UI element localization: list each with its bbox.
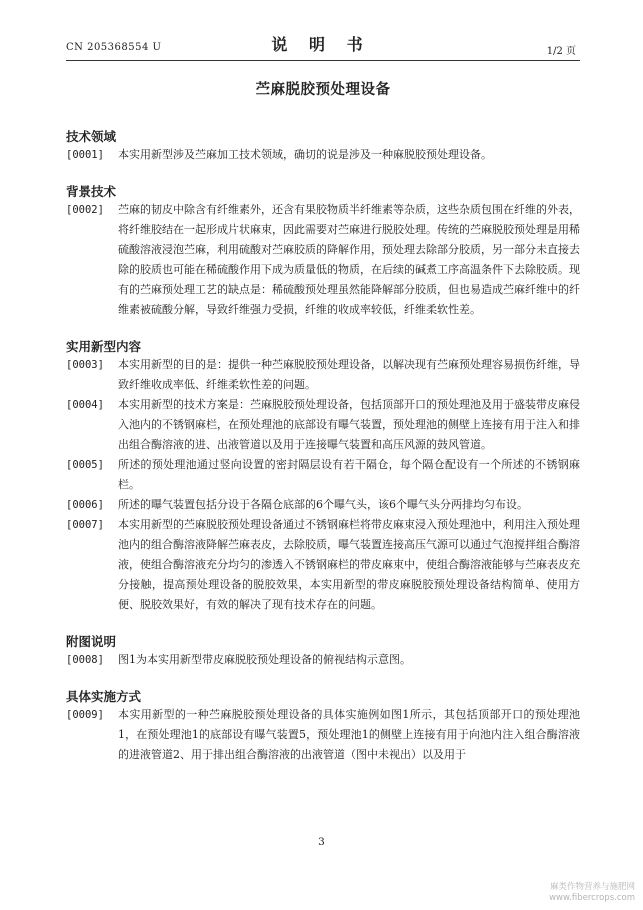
paragraph-text: 本实用新型的技术方案是：苎麻脱胶预处理设备，包括顶部开口的预处理池及用于盛装带皮麻侵入池内的不锈钢麻栏，在预处理池的底部设有曝气装置，预处理池的侧壁上连接有用于注入和排出组合酶溶液的进、出液管道以及用于连接曝气装置和高压风源的鼓风管道。: [118, 398, 580, 451]
paragraph-0008: [66, 650, 580, 670]
paragraph-text: 本实用新型的苎麻脱胶预处理设备通过不锈钢麻栏将带皮麻束浸入预处理池中，利用注入预处理池内的组合酶溶液降解苎麻表皮，去除胶质，曝气装置连接高压气源可以通过气泡搅拌组合酶溶液，使组合酶溶液充分均匀的渗透入不锈钢麻栏的带皮麻束中，使组合酶溶液能够与苎麻表皮充分接触，提高预处理设备的脱胶效果，本实用新型的带皮麻脱胶预处理设备结构简单、使用方便、脱胶效果好，有效的解决了现有技术存在的问题。: [118, 518, 580, 611]
paragraph-text: 苎麻的韧皮中除含有纤维素外，还含有果胶物质半纤维素等杂质，这些杂质包围在纤维的外表，将纤维胶结在一起形成片状麻束，因此需要对苎麻进行脱胶处理。传统的苎麻脱胶预处理是用稀硫酸溶液浸泡苎麻，利用硫酸对苎麻胶质的降解作用，预处理去除部分胶质，另一部分未直接去除的胶质也可能在稀硫酸作用下成为质量低的物质，在后续的碱煮工序高温条件下去除胶质。现有的苎麻预处理工艺的缺点是：稀硫酸预处理虽然能降解部分胶质，但也易造成苎麻纤维中的纤维素被硫酸分解，导致纤维强力受损，纤维的收成率较低，纤维柔软性差。: [118, 203, 580, 316]
section-heading-background: 背景技术: [66, 184, 117, 199]
paragraph-0007: [66, 515, 580, 615]
document-title: 苎麻脱胶预处理设备: [255, 81, 391, 98]
page-number: 3: [318, 836, 325, 848]
paragraph-text: 所述的曝气装置包括分设于各隔仓底部的6个曝气头，该6个曝气头分两排均匀布设。: [118, 498, 528, 511]
paragraph-0003: [66, 355, 580, 395]
watermark: [549, 882, 635, 904]
paragraph-0004: [66, 395, 580, 455]
paragraph-number: [0009]: [66, 709, 104, 721]
paragraph-number: [0008]: [66, 654, 104, 666]
section-heading-content: 实用新型内容: [66, 339, 142, 354]
paragraph-number: [0002]: [66, 204, 104, 216]
paragraph-number: [0006]: [66, 499, 104, 511]
paragraph-text: 本实用新型的目的是：提供一种苎麻脱胶预处理设备，以解决现有苎麻预处理容易损伤纤维，导致纤维收成率低、纤维柔软性差的问题。: [118, 358, 580, 391]
paragraph-text: 本实用新型的一种苎麻脱胶预处理设备的具体实施例如图1所示，其包括顶部开口的预处理池1，在预处理池1的底部设有曝气装置5，预处理池1的侧壁上连接有用于向池内注入组合酶溶液的进液管道2、用于排出组合酶溶液的出液管道（图中未视出）以及用于: [118, 708, 580, 761]
paragraph-number: [0001]: [66, 149, 104, 161]
paragraph-0006: [66, 495, 580, 515]
paragraph-0005: [66, 455, 580, 495]
watermark-site-name: 麻类作物营养与施肥网: [549, 882, 635, 892]
document-number: CN 205368554 U: [66, 42, 162, 53]
section-heading-embodiment: 具体实施方式: [66, 689, 142, 704]
section-heading-figures: 附图说明: [66, 634, 117, 649]
paragraph-text: 图1为本实用新型带皮麻脱胶预处理设备的俯视结构示意图。: [118, 653, 411, 666]
paragraph-0001: [66, 145, 580, 165]
watermark-url: www.fibercrops.com: [549, 893, 635, 903]
paragraph-number: [0004]: [66, 399, 104, 411]
page-header: [66, 32, 576, 58]
header-divider: [66, 60, 580, 61]
section-heading-tech-field: 技术领域: [66, 129, 117, 144]
paragraph-0002: [66, 200, 580, 320]
paragraph-text: 所述的预处理池通过竖向设置的密封隔层设有若干隔仓，每个隔仓配设有一个所述的不锈钢麻栏。: [118, 458, 580, 491]
page-indicator: 1/2 页: [546, 46, 576, 57]
document-body: [66, 78, 580, 765]
paragraph-number: [0007]: [66, 519, 104, 531]
paragraph-text: 本实用新型涉及苎麻加工技术领域，确切的说是涉及一种麻脱胶预处理设备。: [118, 148, 492, 161]
paragraph-0009: [66, 705, 580, 765]
paragraph-number: [0003]: [66, 359, 104, 371]
paragraph-number: [0005]: [66, 459, 104, 471]
header-title: 说 明 书: [271, 35, 371, 54]
